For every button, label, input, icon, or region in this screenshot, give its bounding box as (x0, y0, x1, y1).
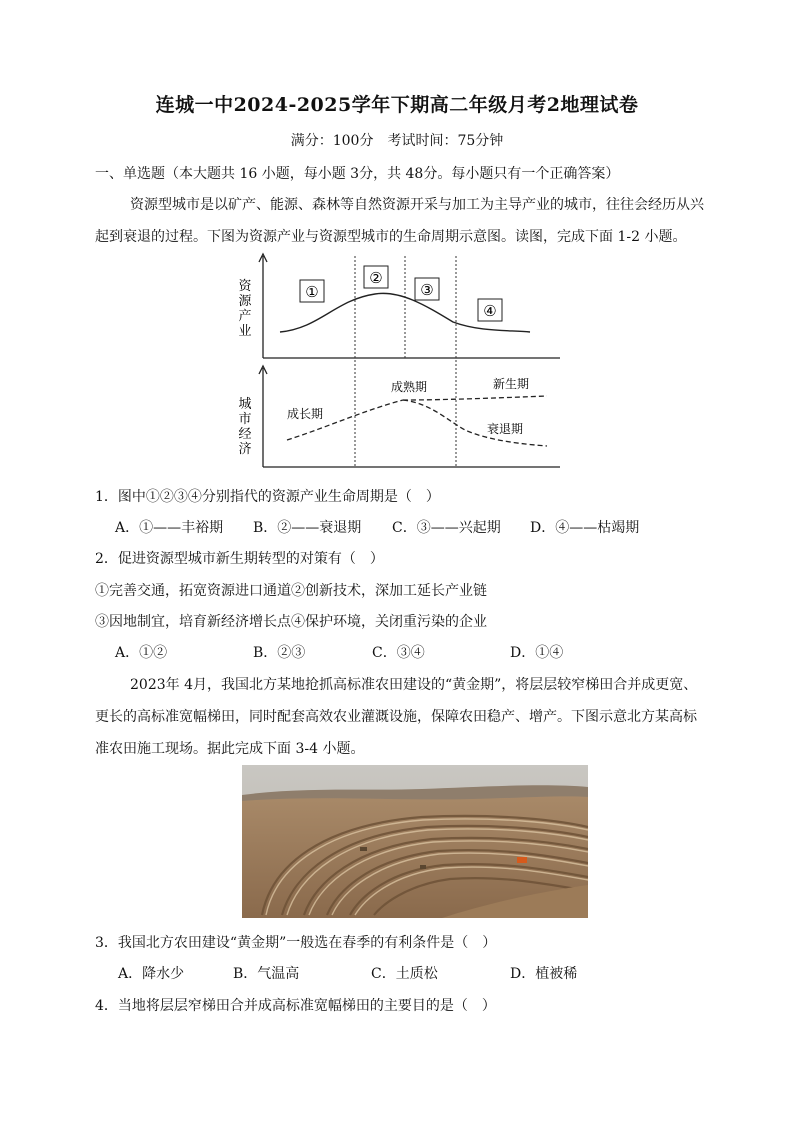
intro1-line1: 资源型城市是以矿产、能源、森林等自然资源开采与加工为主导产业的城市，往往会经历从兴 (130, 197, 704, 213)
q3-option-c[interactable]: C．土质松 (371, 966, 438, 982)
q1-option-c[interactable]: C．③——兴起期 (392, 520, 501, 536)
q1-stem: 1．图中①②③④分别指代的资源产业生命周期是（ ） (95, 489, 440, 505)
intro2-line2: 更长的高标准宽幅梯田，同时配套高效农业灌溉设施，保障农田稳产、增产。下图示意北方某高标 (95, 709, 697, 725)
stage-box-4: ④ (483, 302, 497, 320)
q1-option-a[interactable]: A．①——丰裕期 (115, 520, 224, 536)
top-ylabel-char: 源 (238, 294, 252, 309)
q3-option-a[interactable]: A．降水少 (118, 966, 185, 982)
q2-items-line2: ③因地制宜，培育新经济增长点④保护环境，关闭重污染的企业 (95, 614, 487, 630)
label-decline: 衰退期 (487, 422, 524, 436)
q2-option-c[interactable]: C．③④ (372, 645, 425, 661)
q3-stem: 3．我国北方农田建设“黄金期”一般选在春季的有利条件是（ ） (95, 935, 497, 951)
lifecycle-diagram (225, 250, 565, 475)
q3-option-b[interactable]: B．气温高 (233, 966, 300, 982)
q2-items-line1: ①完善交通，拓宽资源进口通道②创新技术，深加工延长产业链 (95, 583, 487, 599)
top-ylabel-char: 资 (238, 279, 252, 294)
terrace-construction-photo (242, 765, 588, 918)
bottom-ylabel-char: 济 (238, 442, 252, 457)
stage-box-2: ② (369, 269, 383, 287)
q2-option-d[interactable]: D．①④ (510, 645, 564, 661)
section-heading: 一、单选题（本大题共 16 小题，每小题 3分，共 48分。每小题只有一个正确答案） (95, 166, 620, 182)
bottom-ylabel-char: 城 (238, 397, 252, 412)
top-ylabel-char: 产 (238, 309, 252, 324)
q1-option-b[interactable]: B．②——衰退期 (253, 520, 362, 536)
top-ylabel-char: 业 (238, 324, 252, 339)
bottom-ylabel-char: 市 (238, 412, 252, 427)
q4-stem: 4．当地将层层窄梯田合并成高标准宽幅梯田的主要目的是（ ） (95, 998, 496, 1014)
q2-option-a[interactable]: A．①② (115, 645, 168, 661)
label-growth: 成长期 (287, 407, 324, 421)
city-economy-decline-curve (403, 400, 547, 446)
intro2-line1: 2023年 4月，我国北方某地抢抓高标准农田建设的“黄金期”，将层层较窄梯田合并成更宽、 (130, 677, 698, 693)
q2-option-b[interactable]: B．②③ (253, 645, 306, 661)
exam-subtitle: 满分：100分 考试时间：75分钟 (290, 133, 504, 149)
q2-stem: 2．促进资源型城市新生期转型的对策有（ ） (95, 551, 384, 567)
label-mature: 成熟期 (391, 380, 428, 394)
label-new-life: 新生期 (493, 377, 530, 391)
stage-box-1: ① (305, 283, 319, 301)
q3-option-d[interactable]: D．植被稀 (510, 966, 578, 982)
intro2-line3: 准农田施工现场。据此完成下面 3-4 小题。 (95, 741, 365, 757)
exam-title: 连城一中2024-2025学年下期高二年级月考2地理试卷 (155, 94, 639, 116)
stage-box-3: ③ (420, 281, 434, 299)
city-economy-new-life-curve (403, 396, 547, 400)
bottom-ylabel-char: 经 (238, 427, 252, 442)
q1-option-d[interactable]: D．④——枯竭期 (530, 520, 640, 536)
terrace-photo-illustration (242, 765, 588, 918)
intro1-line2: 起到衰退的过程。下图为资源产业与资源型城市的生命周期示意图。读图，完成下面 1-2 小题。 (95, 229, 687, 245)
